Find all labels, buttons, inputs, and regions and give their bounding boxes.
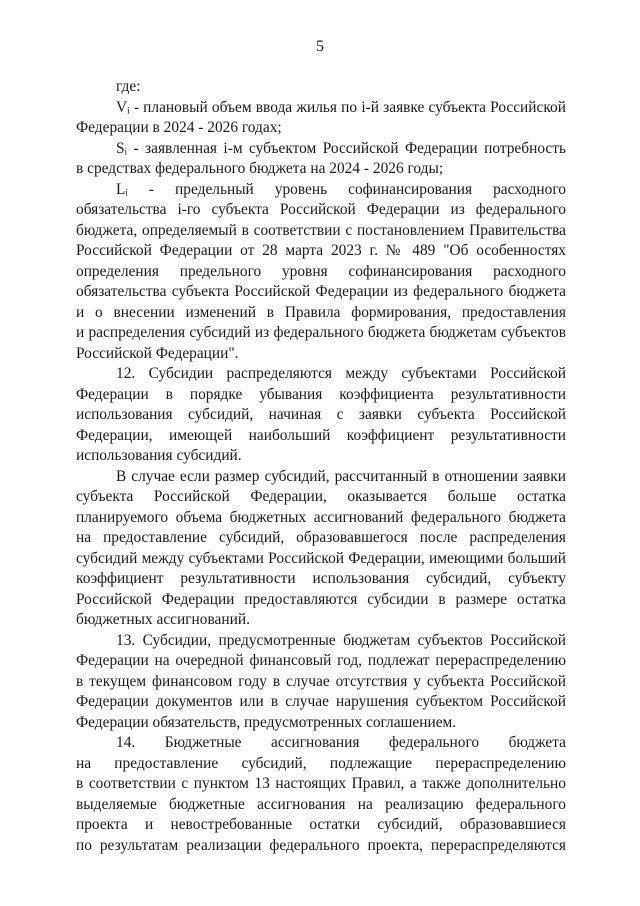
text-line: по результатам реализации федерального проекта, перераспределяются — [76, 836, 566, 854]
text-line: Федерации в 2024 - 2026 годах; — [76, 119, 282, 136]
document-body — [76, 77, 566, 856]
text-line: 12. Субсидии распределяются между субъектами Российской — [116, 365, 566, 382]
text-line: 14. Бюджетные ассигнования федерального бюджета — [116, 734, 566, 751]
text-line: планируемого объема бюджетных ассигнований федерального бюджета — [76, 508, 566, 526]
text-line: в соответствии с пунктом 13 настоящих Правил, а также дополнительно — [76, 775, 566, 792]
text-line: на предоставление субсидий, подлежащие перераспределению — [76, 754, 566, 772]
text-line: бюджета, определяемый в соответствии с постановлением Правительства — [76, 221, 566, 239]
text-line: 13. Субсидии, предусмотренные бюджетам субъектов Российской — [116, 631, 566, 649]
text-line: Федерации на очередной финансовый год, подлежат перераспределению — [76, 652, 566, 669]
text-line: в средствах федерального бюджета на 2024 - 2026 годы; — [76, 160, 444, 177]
text-line: бюджетных ассигнований. — [76, 611, 250, 628]
text-line: субъекта Российской Федерации, оказывается больше остатка — [76, 488, 566, 505]
text-line: в текущем финансовом году в случае отсутствия у субъекта Российской — [76, 672, 566, 690]
text-line: Федерации в порядке убывания коэффициента результативности — [76, 385, 566, 403]
text-line: Российской Федерации предоставляются субсидии в размере остатка — [76, 590, 566, 608]
text-line: где: — [116, 78, 141, 95]
text-line: Российской Федерации". — [76, 344, 239, 362]
text-line: Федерации документов или в случае нарушения субъектом Российской — [76, 693, 566, 710]
text-line: Российской Федерации от 28 марта 2023 г. № 489 "Об особенностях — [76, 242, 566, 259]
text-line: Sᵢ - заявленная i-м субъектом Российской Федерации потребность — [116, 139, 566, 157]
text-line: выделяемые бюджетные ассигнования на реализацию федерального — [76, 795, 566, 813]
text-line: определения предельного уровня софинансирования расходного — [76, 262, 566, 280]
text-line: субсидий между субъектами Российской Федерации, имеющими больший — [76, 549, 566, 567]
text-line: обязательства i-го субъекта Российской Федерации из федерального — [76, 201, 566, 218]
page-number: 5 — [316, 38, 324, 55]
text-line: и о внесении изменений в Правила формирования, предоставления — [76, 303, 566, 321]
text-line: на предоставление субсидий, образовавшегося после распределения — [76, 529, 566, 546]
text-line: В случае если размер субсидий, рассчитанный в отношении заявки — [116, 467, 566, 485]
text-line: и распределения субсидий из федерального бюджета бюджетам субъектов — [76, 324, 566, 341]
text-line: проекта и невостребованные остатки субсидий, образовавшиеся — [76, 816, 566, 833]
text-line: использования субсидий. — [76, 447, 242, 464]
text-line: коэффициент результативности использования субсидий, субъекту — [76, 570, 566, 587]
text-line: обязательства субъекта Российской Федерации из федерального бюджета — [76, 283, 566, 300]
text-line: Федерации обязательств, предусмотренных соглашением. — [76, 713, 457, 731]
text-line: Федерации, имеющей наибольший коэффициент результативности — [76, 426, 566, 444]
text-line: использования субсидий, начиная с заявки субъекта Российской — [76, 406, 566, 423]
text-line: Vᵢ - плановый объем ввода жилья по i-й заявке субъекта Российской — [116, 98, 566, 116]
text-line: Lᵢ - предельный уровень софинансирования расходного — [116, 180, 566, 198]
